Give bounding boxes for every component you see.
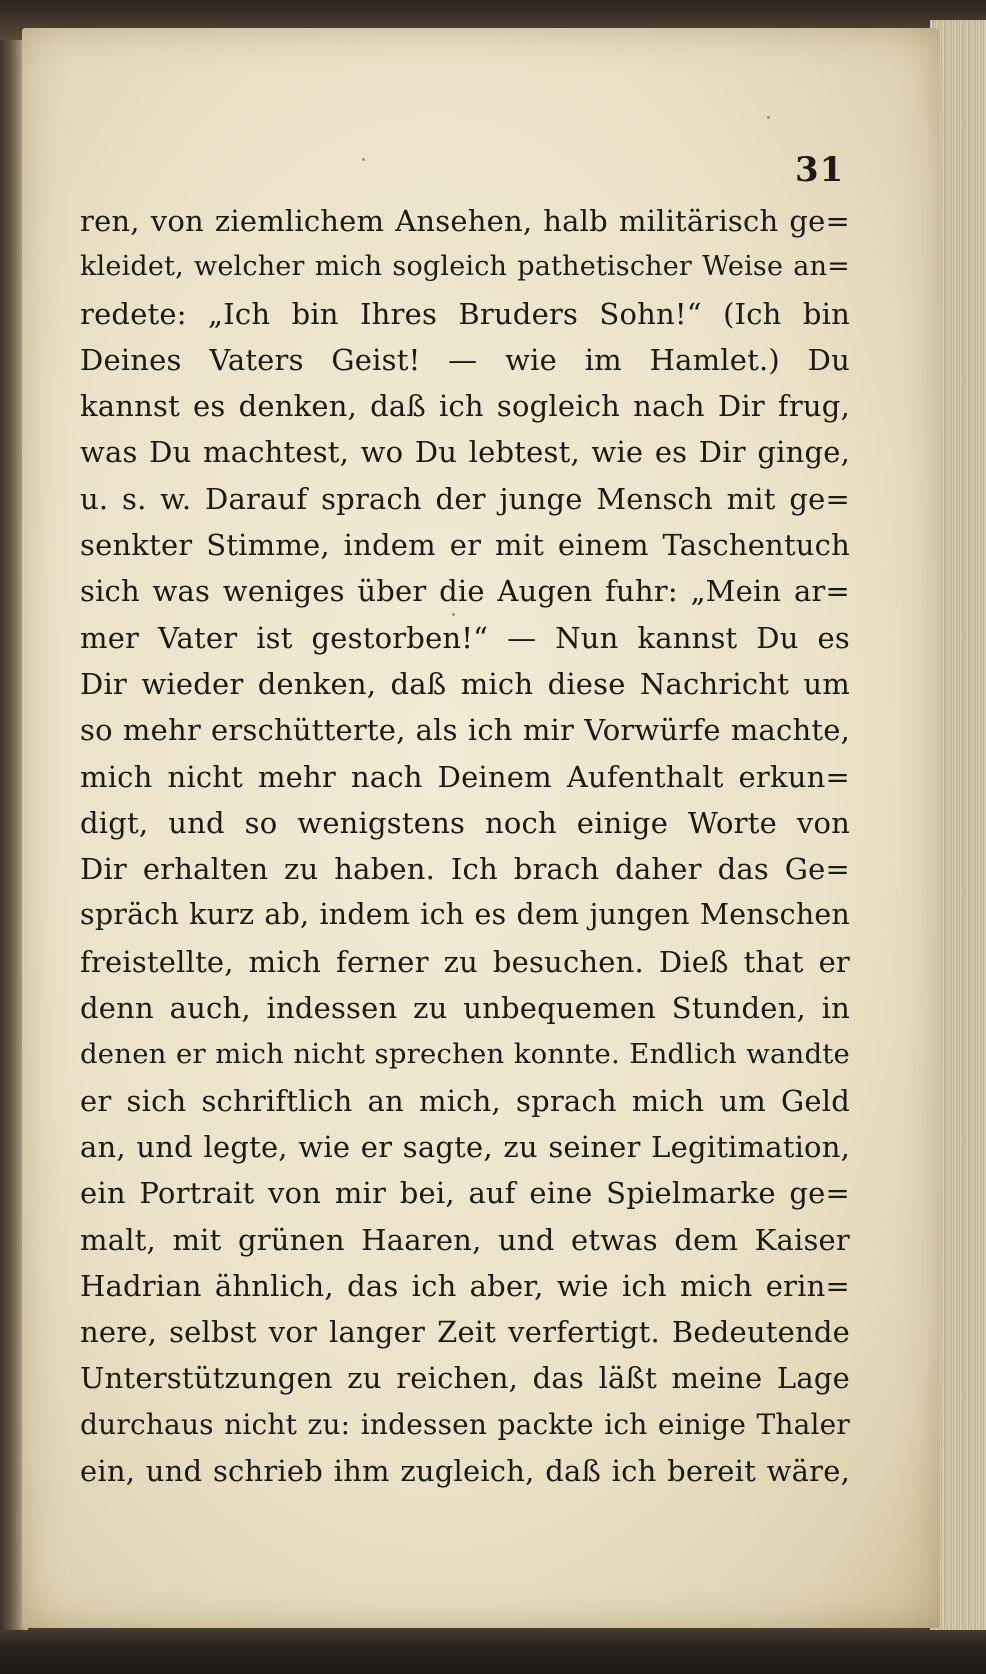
text-line: kleidet, welcher mich sogleich pathetischer Weise an= xyxy=(80,251,850,283)
text-line: sich was weniges über die Augen fuhr: „Mein ar= xyxy=(80,574,850,609)
text-line: malt, mit grünen Haaren, und etwas dem Kaiser xyxy=(80,1222,850,1257)
text-line: Dir wieder denken, daß mich diese Nachricht um xyxy=(80,666,850,701)
paper-speck xyxy=(767,116,770,119)
text-line: u. s. w. Darauf sprach der junge Mensch mit ge= xyxy=(80,481,850,516)
text-line: ein, und schrieb ihm zugleich, daß ich bereit wäre, xyxy=(80,1454,850,1489)
text-line: mer Vater ist gestorben!“ — Nun kannst Du es xyxy=(80,620,850,655)
text-line: Hadrian ähnlich, das ich aber, wie ich mich erin= xyxy=(80,1268,850,1303)
text-line: denen er mich nicht sprechen konnte. Endlich wandte xyxy=(80,1038,850,1071)
text-line: mich nicht mehr nach Deinem Aufenthalt erkun= xyxy=(80,759,850,794)
paper-speck xyxy=(362,158,365,161)
text-line: senkter Stimme, indem er mit einem Taschentuch xyxy=(80,528,850,563)
text-line: er sich schriftlich an mich, sprach mich um Geld xyxy=(80,1083,850,1118)
text-line: digt, und so wenigstens noch einige Worte von xyxy=(80,805,850,840)
text-line: Dir erhalten zu haben. Ich brach daher das Ge= xyxy=(80,852,850,887)
text-line: Unterstützungen zu reichen, das läßt meine Lage xyxy=(80,1361,850,1396)
text-line: Deines Vaters Geist! — wie im Hamlet.) Du xyxy=(80,342,850,377)
text-line: spräch kurz ab, indem ich es dem jungen Menschen xyxy=(80,898,850,932)
body-text xyxy=(80,198,850,1494)
page-number: 31 xyxy=(795,150,845,190)
text-line: was Du machtest, wo Du lebtest, wie es Dir ginge, xyxy=(80,435,850,470)
text-line: nere, selbst vor langer Zeit verfertigt. Bedeutende xyxy=(80,1315,850,1350)
text-line: ren, von ziemlichem Ansehen, halb militärisch ge= xyxy=(80,204,850,238)
text-line: ein Portrait von mir bei, auf eine Spielmarke ge= xyxy=(80,1176,850,1211)
text-line: freistellte, mich ferner zu besuchen. Dieß that er xyxy=(80,944,850,979)
text-line: redete: „Ich bin Ihres Bruders Sohn!“ (Ich bin xyxy=(80,296,850,331)
text-line: denn auch, indessen zu unbequemen Stunden, in xyxy=(80,991,850,1026)
text-line: so mehr erschütterte, als ich mir Vorwürfe machte, xyxy=(80,713,850,748)
text-line: kannst es denken, daß ich sogleich nach Dir frug, xyxy=(80,389,850,424)
text-line: durchaus nicht zu: indessen packte ich einige Thaler xyxy=(80,1407,850,1441)
text-line: an, und legte, wie er sagte, zu seiner Legitimation, xyxy=(80,1129,850,1164)
